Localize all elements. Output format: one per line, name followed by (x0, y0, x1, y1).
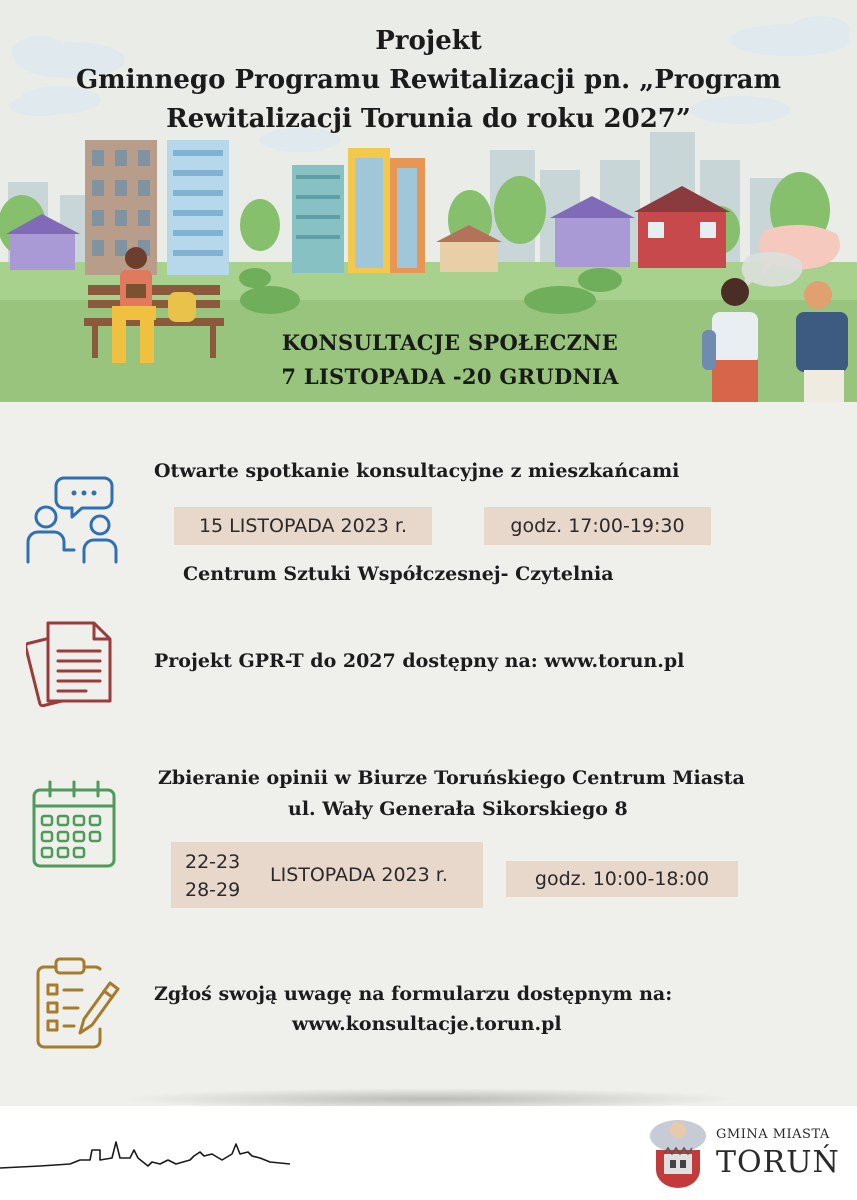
title-line-1: Projekt (375, 26, 482, 56)
meeting-time: godz. 17:00-19:30 (510, 515, 685, 537)
meeting-place: Centrum Sztuki Współczesnej- Czytelnia (183, 563, 614, 585)
people-chat-icon (24, 470, 120, 566)
hero-illustration (0, 0, 857, 402)
collection-days (185, 848, 240, 904)
collection-days-1: 22-23 (185, 851, 241, 873)
collection-heading-line1: Zbieranie opinii w Biurze Toruńskiego Centrum Miasta (158, 767, 745, 789)
collection-time-badge (506, 861, 738, 897)
collection-address: ul. Wały Generała Sikorskiego 8 (288, 798, 628, 820)
title-line-3: Rewitalizacji Torunia do roku 2027” (166, 104, 691, 134)
form-url: www.konsultacje.torun.pl (292, 1013, 562, 1035)
meeting-time-badge (484, 507, 711, 545)
collection-dates-badge (171, 842, 483, 908)
project-availability: Projekt GPR-T do 2027 dostępny na: www.torun.pl (154, 650, 685, 672)
footer-logo-city: TORUŃ (716, 1145, 840, 1180)
page-title (40, 22, 817, 139)
meeting-date: 15 LISTOPADA 2023 r. (198, 515, 408, 537)
consultation-banner (230, 326, 670, 394)
torun-coat-of-arms (646, 1116, 710, 1192)
clipboard-checklist-icon (34, 955, 120, 1049)
collection-days-2: 28-29 (185, 879, 241, 901)
meeting-heading: Otwarte spotkanie konsultacyjne z mieszkańcami (154, 460, 680, 482)
meeting-date-badge (174, 507, 432, 545)
consultation-label: KONSULTACJE SPOŁECZNE (281, 330, 619, 355)
consultation-dates: 7 LISTOPADA -20 GRUDNIA (281, 364, 619, 389)
collection-time: godz. 10:00-18:00 (534, 868, 710, 890)
city-skyline-outline (0, 1130, 300, 1180)
collection-month: LISTOPADA 2023 r. (270, 864, 448, 886)
documents-icon (26, 615, 118, 707)
title-line-2: Gminnego Programu Rewitalizacji pn. „Program (75, 65, 782, 95)
form-heading: Zgłoś swoją uwagę na formularzu dostępnym na: (154, 983, 673, 1005)
footer-logo-label: GMINA MIASTA (716, 1127, 830, 1142)
calendar-icon (30, 778, 118, 870)
